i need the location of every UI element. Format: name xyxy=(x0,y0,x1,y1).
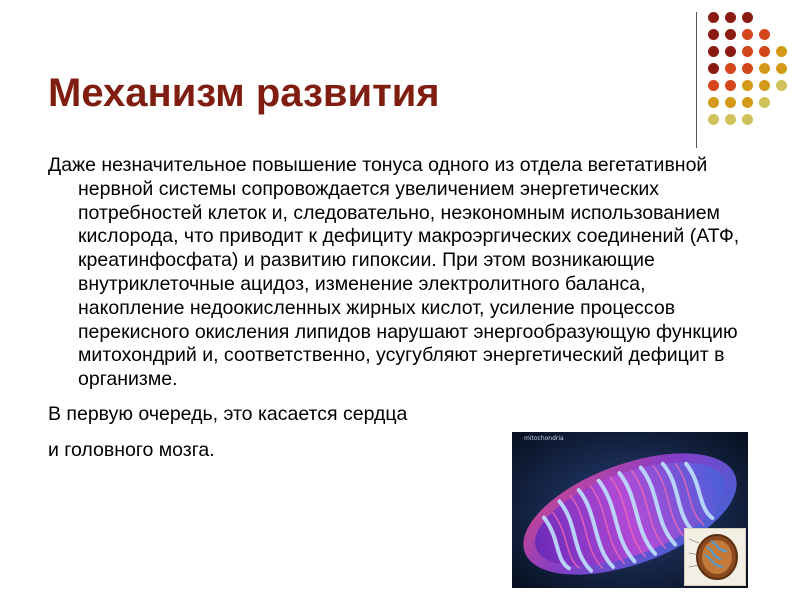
decorative-dot xyxy=(708,114,719,125)
decorative-dot xyxy=(759,63,770,74)
decorative-dot xyxy=(759,80,770,91)
decorative-dot xyxy=(725,12,736,23)
decorative-dot xyxy=(708,12,719,23)
decorative-dot xyxy=(759,97,770,108)
closing-line-2: и головного мозга. xyxy=(48,438,215,461)
decorative-dot xyxy=(759,46,770,57)
decorative-dot xyxy=(759,29,770,40)
decorative-dot xyxy=(708,97,719,108)
decorative-dot xyxy=(776,46,787,57)
decorative-dot xyxy=(742,114,753,125)
closing-line-1: В первую очередь, это касается сердца xyxy=(48,402,408,425)
decorative-dot xyxy=(708,63,719,74)
decorative-dot xyxy=(742,80,753,91)
decorative-dot xyxy=(742,46,753,57)
mitochondrion-image xyxy=(512,432,748,588)
slide-body xyxy=(48,154,748,468)
decorative-dot xyxy=(725,29,736,40)
decorative-dot-grid xyxy=(708,12,798,134)
decorative-dot xyxy=(776,80,787,91)
decorative-dot xyxy=(742,63,753,74)
image-caption: mitochondria xyxy=(524,435,564,442)
mitochondrion-diagram-inset xyxy=(684,528,746,586)
decorative-dot xyxy=(708,46,719,57)
decorative-dot xyxy=(742,12,753,23)
slide-title: Механизм развития xyxy=(48,71,440,115)
decorative-dot xyxy=(725,114,736,125)
decorative-dot xyxy=(708,80,719,91)
decorative-dot xyxy=(742,97,753,108)
body-paragraph: Даже незначительное повышение тонуса одного из отдела вегетативной нервной системы сопровождается увеличением энергетических потребностей клеток и, следовательно, неэкономным использованием кислорода, что приводит к дефициту макроэргических соединений (АТФ, креатинфосфата) и развитию гипоксии. При этом возникающие внутриклеточные ацидоз, изменение электролитного баланса, накопление недоокисленных жирных кислот, усиление процессов перекисного окисления липидов нарушают энергообразующую функцию митохондрий и, соответственно, усугубляют энергетический дефицит в организме. xyxy=(48,154,740,391)
decorative-dot xyxy=(742,29,753,40)
decorative-dot xyxy=(725,80,736,91)
decorative-dot xyxy=(725,63,736,74)
decorative-dot xyxy=(708,29,719,40)
decorative-dot xyxy=(725,97,736,108)
decorative-dot xyxy=(725,46,736,57)
decorative-dot xyxy=(776,63,787,74)
title-divider xyxy=(696,12,697,148)
